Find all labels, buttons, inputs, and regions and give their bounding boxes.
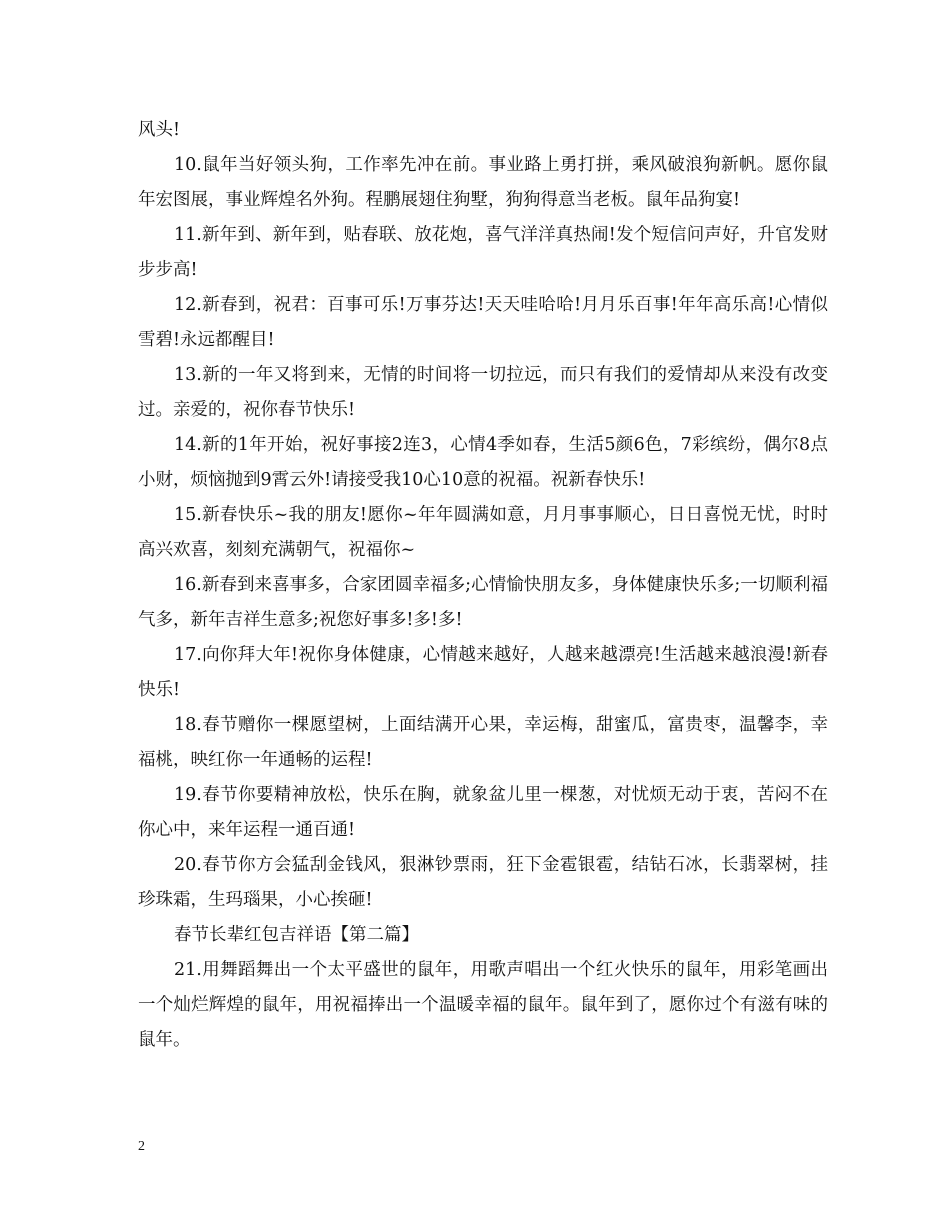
paragraph-14: 14.新的1年开始，祝好事接2连3，心情4季如春，生活5颜6色，7彩缤纷，偶尔8点小财，烦恼抛到9霄云外!请接受我10心10意的祝福。祝新春快乐!	[138, 435, 828, 490]
paragraph-10: 10.鼠年当好领头狗，工作率先冲在前。事业路上勇打拼，乘风破浪狗新帆。愿你鼠年宏图展，事业辉煌名外狗。程鹏展翅住狗墅，狗狗得意当老板。鼠年品狗宴!	[138, 155, 828, 210]
paragraph-16: 16.新春到来喜事多，合家团圆幸福多;心情愉快朋友多，身体健康快乐多;一切顺利福气多，新年吉祥生意多;祝您好事多!多!多!	[138, 575, 828, 630]
paragraph-17: 17.向你拜大年!祝你身体健康，心情越来越好，人越来越漂亮!生活越来越浪漫!新春快乐!	[138, 645, 828, 700]
paragraph-21: 21.用舞蹈舞出一个太平盛世的鼠年，用歌声唱出一个红火快乐的鼠年，用彩笔画出一个灿烂辉煌的鼠年，用祝福捧出一个温暖幸福的鼠年。鼠年到了，愿你过个有滋有味的鼠年。	[138, 960, 828, 1050]
section-heading: 春节长辈红包吉祥语【第二篇】	[174, 925, 419, 945]
paragraph-20: 20.春节你方会猛刮金钱风，狠淋钞票雨，狂下金雹银雹，结钻石冰，长翡翠树，挂珍珠霜，生玛瑙果，小心挨砸!	[138, 855, 828, 910]
paragraph-15: 15.新春快乐~我的朋友!愿你~年年圆满如意，月月事事顺心，日日喜悦无忧，时时高兴欢喜，刻刻充满朝气，祝福你~	[138, 505, 828, 560]
paragraph-19: 19.春节你要精神放松，快乐在胸，就象盆儿里一棵葱，对忧烦无动于衷，苦闷不在你心中，来年运程一通百通!	[138, 785, 828, 840]
document-body	[138, 113, 828, 1058]
paragraph-18: 18.春节赠你一棵愿望树，上面结满开心果，幸运梅，甜蜜瓜，富贵枣，温馨李，幸福桃，映红你一年通畅的运程!	[138, 715, 828, 770]
paragraph-12: 12.新春到，祝君：百事可乐!万事芬达!天天哇哈哈!月月乐百事!年年高乐高!心情似雪碧!永远都醒目!	[138, 295, 828, 350]
paragraph-13: 13.新的一年又将到来，无情的时间将一切拉远，而只有我们的爱情却从来没有改变过。亲爱的，祝你春节快乐!	[138, 365, 828, 420]
lead-fragment: 风头!	[138, 120, 181, 140]
paragraph-11: 11.新年到、新年到，贴春联、放花炮，喜气洋洋真热闹!发个短信问声好，升官发财步步高!	[138, 225, 828, 280]
page-number: 2	[138, 1139, 145, 1154]
